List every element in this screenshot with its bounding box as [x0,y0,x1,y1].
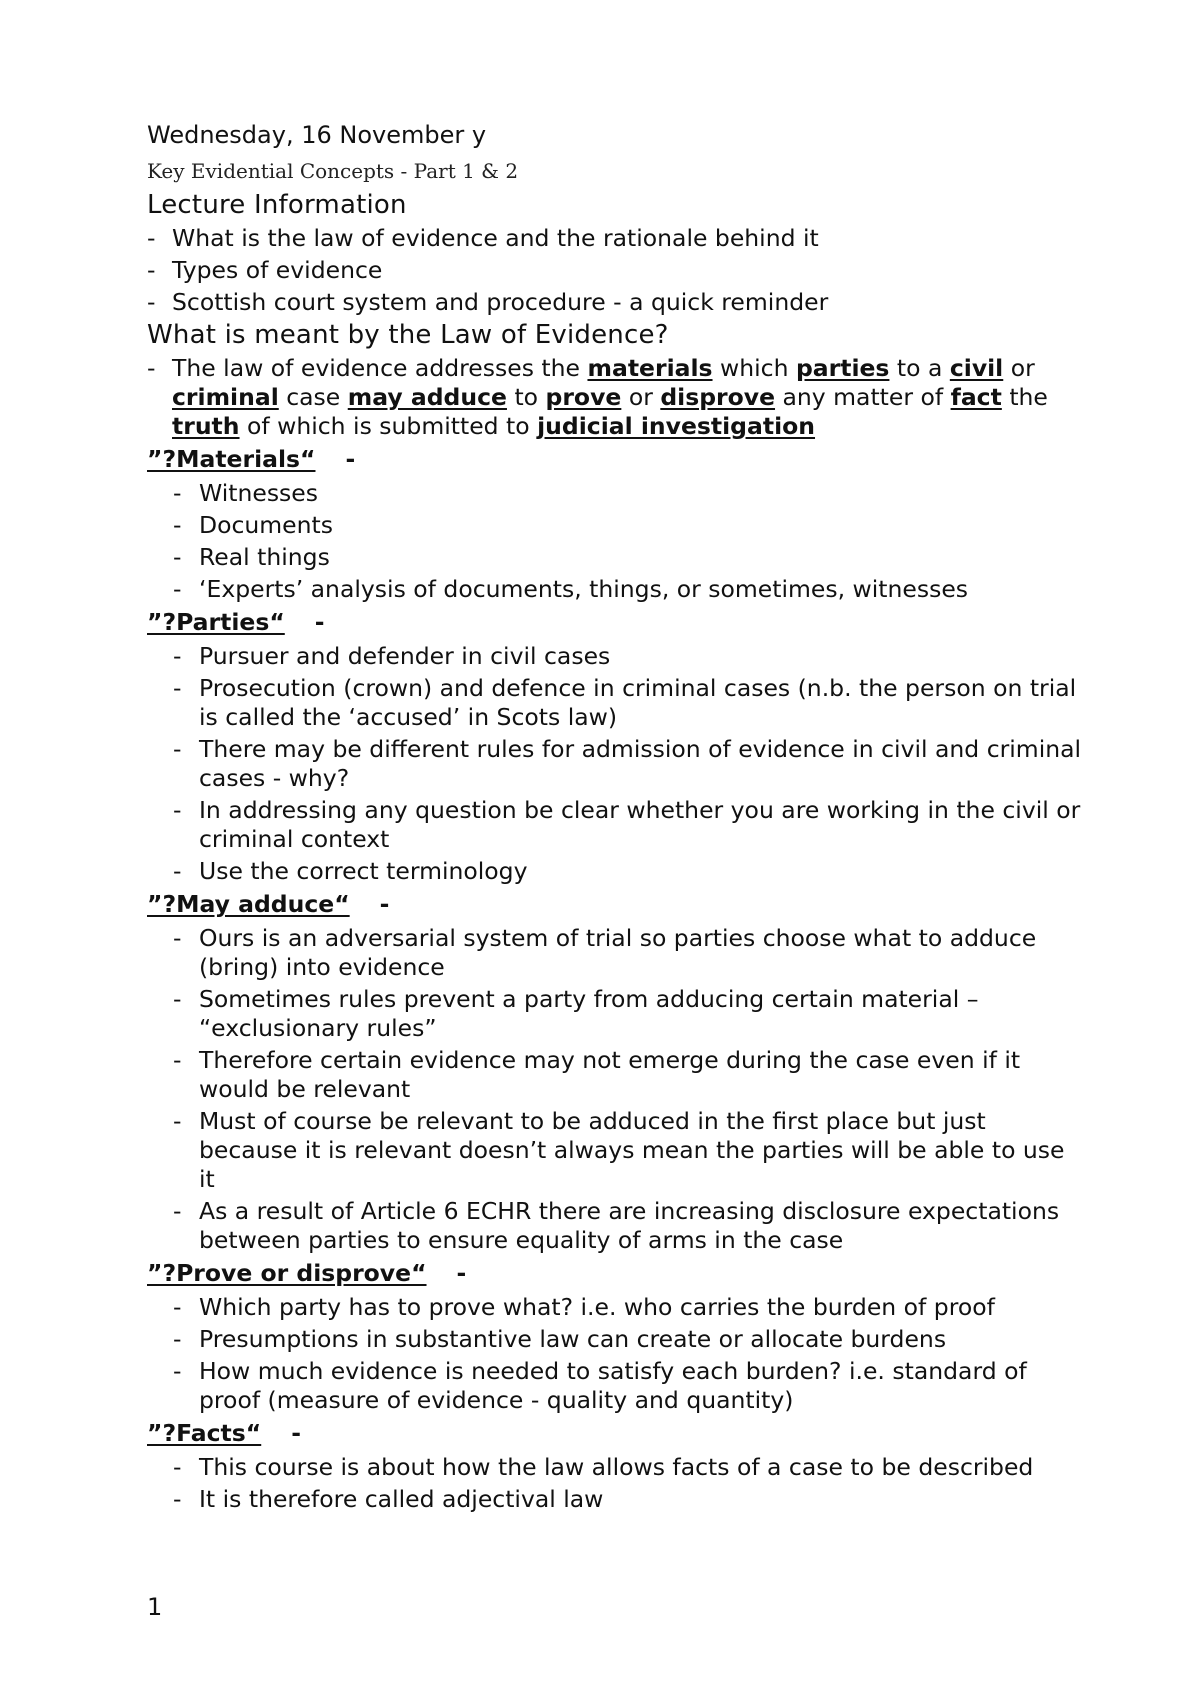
bullet-dash: - [147,288,156,316]
list-item: - As a result of Article 6 ECHR there are increasing disclosure expectations between parties to ensure equality of arms in the case [173,1197,1060,1254]
bullet-dash: - [173,796,182,824]
keyword-parties: parties [795,354,890,382]
bullet-dash: - [147,224,156,252]
list-item: - Use the correct terminology [173,857,528,885]
bullet-dash: - [173,1357,182,1385]
bullet-dash: - [173,1197,182,1225]
page-content [147,118,1087,1515]
bullet-dash: - [173,543,182,571]
date-heading: Wednesday, 16 November y [147,121,487,149]
definition-list [147,352,1087,442]
bullet-dash: - [173,857,182,885]
bullet-dash: - [173,1485,182,1513]
section-prove-or-disprove-heading: ”?Prove or disprove“ - [147,1259,467,1287]
section-facts-heading: ”?Facts“ - [147,1419,301,1447]
bullet-dash: - [173,511,182,539]
keyword-truth: truth [172,412,240,440]
bullet-dash: - [173,985,182,1013]
bullet-dash: - [173,924,182,952]
list-item: - Witnesses [173,479,319,507]
keyword-fact: fact [950,383,1002,411]
keyword-judicial-investigation: judicial investigation [537,412,816,440]
bullet-dash: - [173,575,182,603]
list-item: - It is therefore called adjectival law [173,1485,604,1513]
list-item: - Which party has to prove what? i.e. who carries the burden of proof [173,1293,995,1321]
bullet-dash: - [173,674,182,702]
list-item: - This course is about how the law allows facts of a case to be described [173,1453,1034,1481]
list-item: - Therefore certain evidence may not emerge during the case even if it would be relevant [173,1046,1021,1103]
bullet-dash: - [173,1293,182,1321]
list-item: - Scottish court system and procedure - a quick reminder [147,288,829,316]
section-facts-list [147,1451,1087,1515]
section-materials-list [147,477,1087,605]
keyword-disprove: disprove [660,383,776,411]
list-item: - Must of course be relevant to be adduced in the first place but just because it is relevant doesn’t always mean the parties will be able to use it [173,1107,1065,1193]
keyword-civil: civil [949,354,1004,382]
bullet-dash: - [147,256,156,284]
bullet-dash: - [173,735,182,763]
lecture-information-heading: Lecture Information [147,190,407,220]
bullet-dash: - [173,1046,182,1074]
keyword-criminal: criminal [172,383,279,411]
list-item: - Prosecution (crown) and defence in criminal cases (n.b. the person on trial is called the ‘accused’ in Scots law) [173,674,1077,731]
list-item: - In addressing any question be clear whether you are working in the civil or criminal context [173,796,1081,853]
list-item: - Presumptions in substantive law can create or allocate burdens [173,1325,947,1353]
bullet-dash: - [173,1453,182,1481]
page-number: 1 [147,1593,163,1621]
section-parties-heading: ”?Parties“ - [147,608,325,636]
bullet-dash: - [173,1107,182,1135]
bullet-dash: - [147,354,156,382]
lecture-subtitle: Key Evidential Concepts - Part 1 & 2 [147,159,519,183]
list-item: - What is the law of evidence and the rationale behind it [147,224,819,252]
list-item: - Pursuer and defender in civil cases [173,642,611,670]
list-item: - Types of evidence [147,256,383,284]
list-item: - ‘Experts’ analysis of documents, things, or sometimes, witnesses [173,575,969,603]
list-item: - Ours is an adversarial system of trial so parties choose what to adduce (bring) into evidence [173,924,1037,981]
bullet-dash: - [173,479,182,507]
law-of-evidence-heading: What is meant by the Law of Evidence? [147,320,669,350]
keyword-materials: materials [587,354,713,382]
keyword-may-adduce: may adduce [347,383,507,411]
lecture-information-list [147,222,1087,318]
list-item: - How much evidence is needed to satisfy each burden? i.e. standard of proof (measure of evidence - quality and quantity) [173,1357,1027,1414]
bullet-dash: - [173,642,182,670]
section-parties-list [147,640,1087,887]
bullet-dash: - [173,1325,182,1353]
list-item: - Sometimes rules prevent a party from adducing certain material – “exclusionary rules” [173,985,979,1042]
section-may-adduce-heading: ”?May adduce“ - [147,890,390,918]
list-item: - Real things [173,543,330,571]
section-may-adduce-list [147,922,1087,1256]
section-prove-or-disprove-list [147,1291,1087,1416]
definition-paragraph: - The law of evidence addresses the materials which parties to a civil or criminal case may adduce to prove or disprove any matter of fact the truth of which is submitted to judicial investigation [147,354,1048,440]
section-materials-heading: ”?Materials“ - [147,445,356,473]
keyword-prove: prove [545,383,622,411]
list-item: - Documents [173,511,333,539]
list-item: - There may be different rules for admission of evidence in civil and criminal cases - why? [173,735,1082,792]
